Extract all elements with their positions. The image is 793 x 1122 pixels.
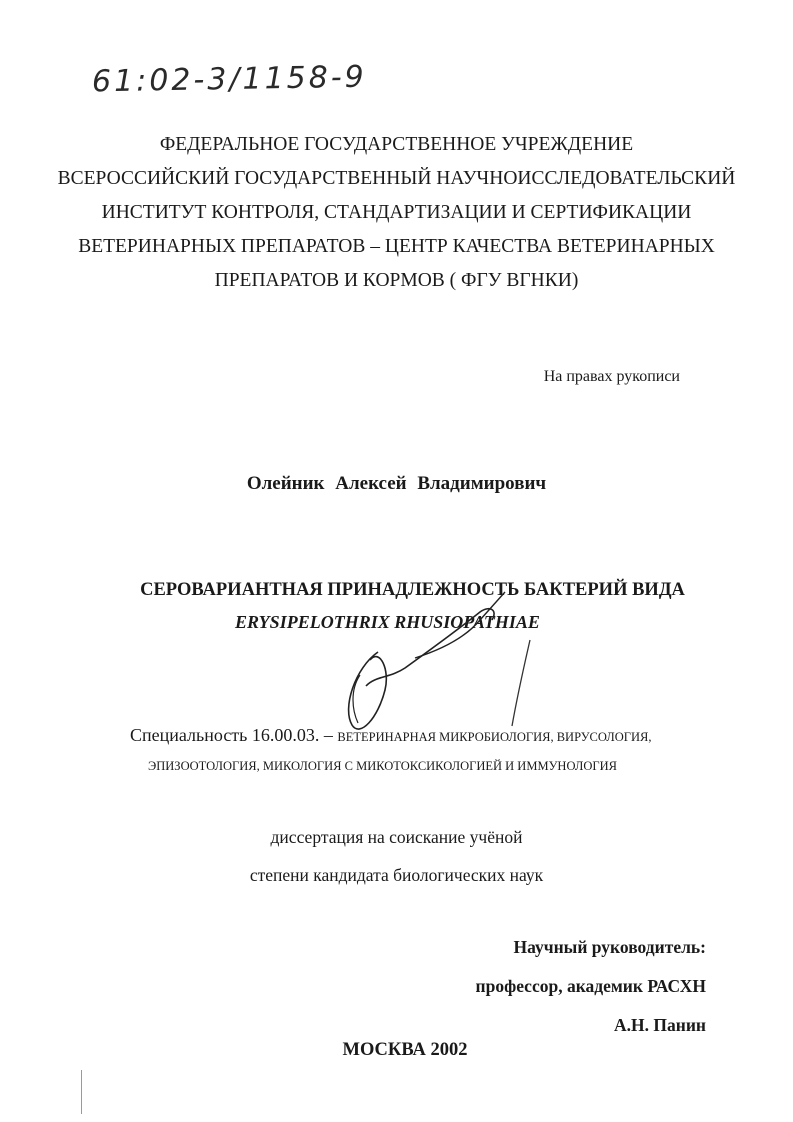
specialty-field-part-2: ЭПИЗООТОЛОГИЯ, МИКОЛОГИЯ С МИКОТОКСИКОЛОГИЕЙ И ИММУНОЛОГИЯ [148, 759, 617, 773]
specialty-field-part-1: ВЕТЕРИНАРНАЯ МИКРОБИОЛОГИЯ, ВИРУСОЛОГИЯ, [337, 730, 652, 744]
institution-line: ВЕТЕРИНАРНЫХ ПРЕПАРАТОВ – ЦЕНТР КАЧЕСТВА ВЕТЕРИНАРНЫХ [78, 236, 715, 257]
institution-line: ПРЕПАРАТОВ И КОРМОВ ( ФГУ ВГНКИ) [214, 270, 579, 291]
degree-statement [0, 818, 793, 894]
scan-artifact-line [81, 1070, 82, 1114]
archive-code: 61:02-3/1158-9 [91, 59, 368, 100]
city-year: МОСКВА 2002 [342, 1040, 468, 1060]
specialty-line-1 [130, 725, 710, 746]
specialty-label: Специальность 16.00.03. – [130, 725, 333, 745]
degree-line: диссертация на соискание учёной [270, 827, 523, 847]
institution-name [40, 128, 753, 298]
supervisor-name: А.Н. Панин [614, 1015, 706, 1035]
institution-line: ВСЕРОССИЙСКИЙ ГОСУДАРСТВЕННЫЙ НАУЧНОИССЛЕДОВАТЕЛЬСКИЙ [57, 168, 736, 189]
supervisor-title: профессор, академик РАСХН [475, 976, 706, 996]
thesis-title-line-2: ERYSIPELOTHRIX RHUSIOPATHIAE [235, 612, 540, 632]
manuscript-note: На правах рукописи [543, 368, 680, 385]
author-name: Олейник Алексей Владимирович [246, 473, 547, 494]
degree-line: степени кандидата биологических наук [249, 865, 544, 885]
handwritten-signature [330, 590, 570, 740]
institution-line: ИНСТИТУТ КОНТРОЛЯ, СТАНДАРТИЗАЦИИ И СЕРТИФИКАЦИИ [101, 202, 692, 223]
supervisor-heading: Научный руководитель: [513, 937, 706, 957]
thesis-title-line-1: СЕРОВАРИАНТНАЯ ПРИНАДЛЕЖНОСТЬ БАКТЕРИЙ ВИДА [140, 580, 685, 600]
supervisor-block [400, 928, 706, 1045]
institution-line: ФЕДЕРАЛЬНОЕ ГОСУДАРСТВЕННОЕ УЧРЕЖДЕНИЕ [159, 134, 634, 155]
